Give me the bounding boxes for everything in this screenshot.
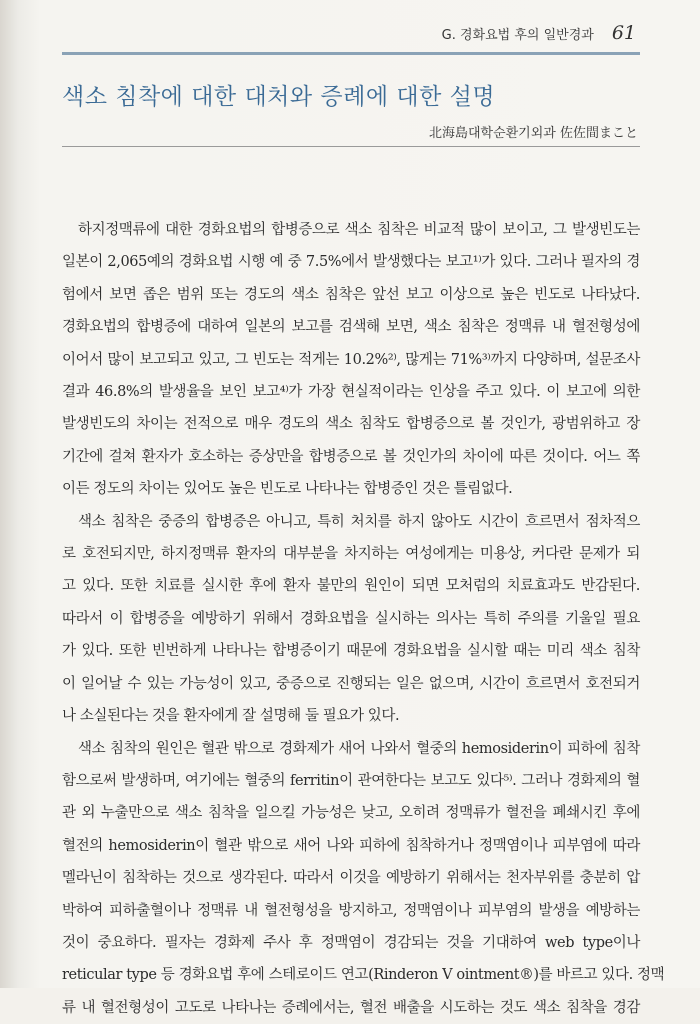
text-line: 결과 46.8%의 발생율을 보인 보고⁴⁾가 가장 현실적이라는 인상을 주고 있다. 이 보고에 의한: [62, 376, 640, 408]
text-line: 멜라닌이 침착하는 것으로 생각된다. 따라서 이것을 예방하기 위해서는 천자부위를 충분히 압: [62, 862, 640, 894]
text-line: 기간에 걸쳐 환자가 호소하는 증상만을 합병증으로 볼 것인가의 차이에 따른 것이다. 어느 쪽: [62, 441, 640, 473]
header-rule: [62, 52, 640, 55]
text-line: 발생빈도의 차이는 전적으로 매우 경도의 색소 침착도 합병증으로 볼 것인가, 광범위하고 장: [62, 408, 640, 440]
text-line: 관 외 누출만으로 색소 침착을 일으킬 가능성은 낮고, 오히려 정맥류가 혈전을 폐쇄시킨 후에: [62, 797, 640, 829]
text-line: 로 호전되지만, 하지정맥류 환자의 대부분을 차지하는 여성에게는 미용상, 커다란 문제가 되: [62, 538, 640, 570]
page-number: 61: [612, 22, 636, 44]
text-line: 이 일어날 수 있는 가능성이 있고, 중증으로 진행되는 일은 없으며, 시간이 흐르면서 호전되거: [62, 668, 640, 700]
text-line: 혈전의 hemosiderin이 혈관 밖으로 새어 나와 피하에 침착하거나 정맥염이나 피부염에 따라: [62, 830, 640, 862]
text-line: 험에서 보면 좁은 범위 또는 경도의 색소 침착은 앞선 보고 이상으로 높은 빈도로 나타났다.: [62, 279, 640, 311]
text-line: 가 있다. 또한 빈번하게 나타나는 합병증이기 때문에 경화요법을 실시할 때는 미리 색소 침착: [62, 635, 640, 667]
paragraph-1: [62, 214, 640, 506]
article-title: 색소 침착에 대한 대처와 증례에 대한 설명: [62, 78, 495, 111]
text-line: 나 소실된다는 것을 환자에게 잘 설명해 둘 필요가 있다.: [62, 700, 640, 732]
text-line: 것이 중요하다. 필자는 경화제 주사 후 정맥염이 경감되는 것을 기대하여 web type이나: [62, 927, 640, 959]
text-line: 이어서 많이 보고되고 있고, 그 빈도는 적게는 10.2%²⁾, 많게는 71%³⁾까지 다양하며, 설문조사: [62, 344, 640, 376]
author-line: 北海島대학순환기외과 佐佐間まこと: [429, 122, 638, 141]
body-text: [62, 214, 640, 1024]
text-line: 색소 침착의 원인은 혈관 밖으로 경화제가 새어 나와서 혈중의 hemosiderin이 피하에 침착: [62, 733, 640, 765]
text-line: 하지정맥류에 대한 경화요법의 합병증으로 색소 침착은 비교적 많이 보이고, 그 발생빈도는: [62, 214, 640, 246]
running-head: [442, 22, 636, 44]
text-line: reticular type 등 경화요법 후에 스테로이드 연고(Rinderon V ointment®)를 바르고 있다. 정맥: [62, 959, 640, 991]
text-line: 경화요법의 합병증에 대하여 일본의 보고를 검색해 보면, 색소 침착은 정맥류 내 혈전형성에: [62, 311, 640, 343]
text-line: 색소 침착은 중증의 합병증은 아니고, 특히 처치를 하지 않아도 시간이 흐르면서 점차적으: [62, 506, 640, 538]
author-rule: [62, 146, 640, 147]
text-line: 따라서 이 합병증을 예방하기 위해서 경화요법을 실시하는 의사는 특히 주의를 기울일 필요: [62, 603, 640, 635]
text-line: 이든 정도의 차이는 있어도 높은 빈도로 나타나는 합병증인 것은 틀림없다.: [62, 473, 640, 505]
text-line: 일본이 2,065예의 경화요법 시행 예 중 7.5%에서 발생했다는 보고¹⁾가 있다. 그러나 필자의 경: [62, 246, 640, 278]
text-line: 함으로써 발생하며, 여기에는 혈중의 ferritin이 관여한다는 보고도 있다⁵⁾. 그러나 경화제의 혈: [62, 765, 640, 797]
paragraph-2: [62, 506, 640, 733]
paragraph-3: [62, 733, 640, 1024]
text-line: 고 있다. 또한 치료를 실시한 후에 환자 불만의 원인이 되면 모처럼의 치료효과도 반감된다.: [62, 570, 640, 602]
running-title: G. 경화요법 후의 일반경과: [442, 24, 594, 43]
text-line: 류 내 혈전형성이 고도로 나타나는 증례에서는, 혈전 배출을 시도하는 것도 색소 침착을 경감: [62, 992, 640, 1024]
text-line: 박하여 피하출혈이나 정맥류 내 혈전형성을 방지하고, 정맥염이나 피부염의 발생을 예방하는: [62, 895, 640, 927]
